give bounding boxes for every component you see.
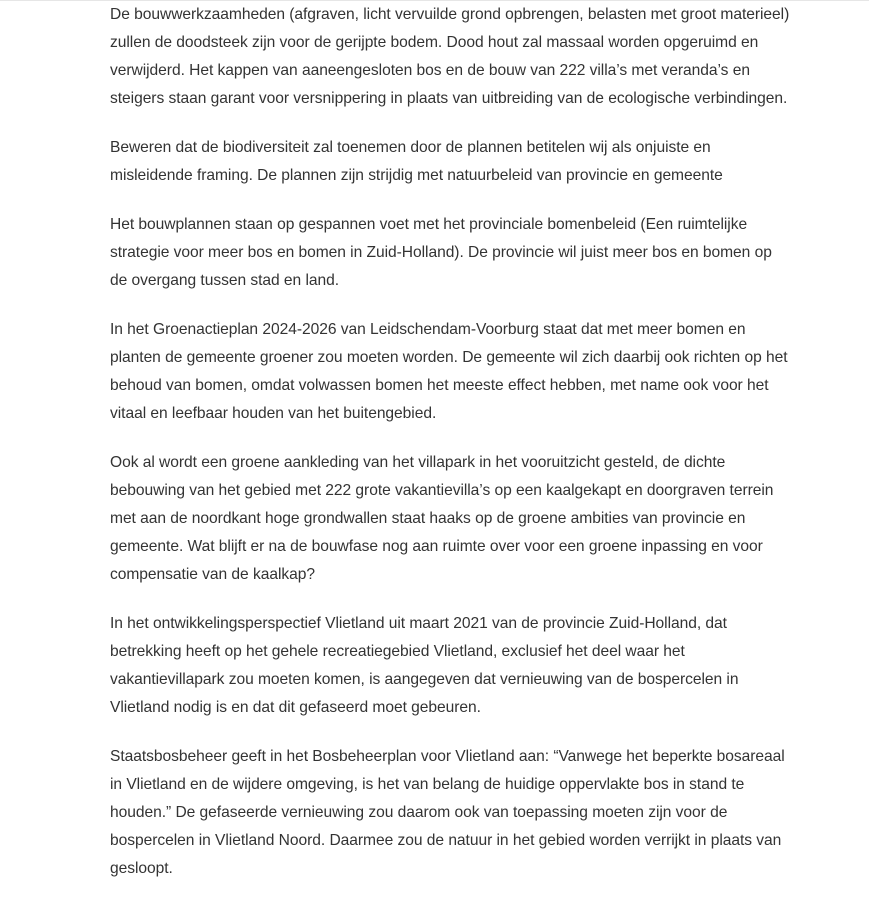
paragraph-biodiversiteit: Beweren dat de biodiversiteit zal toenemen door de plannen betitelen wij als onjuiste en misleidende framing. De plannen zijn strijdig met natuurbeleid van provincie en gemeente (110, 139, 723, 184)
paragraph-ontwikkelingsperspectief: In het ontwikkelingsperspectief Vlietland uit maart 2021 van de provincie Zuid-Holland, dat betrekking heeft op het gehele recreatiegebied Vlietland, exclusief het deel waar het vakantievillapark zou moeten komen, is aangegeven dat vernieuwing van de bospercelen in Vlietland nodig is en dat dit gefaseerd moet gebeuren. (110, 615, 739, 716)
paragraph-bomenbeleid: Het bouwplannen staan op gespannen voet met het provinciale bomenbeleid (Een ruimtelijke strategie voor meer bos en bomen in Zuid-Holland). De provincie wil juist meer bos en bomen op de overgang tussen stad en land. (110, 216, 772, 289)
paragraph-staatsbosbeheer: Staatsbosbeheer geeft in het Bosbeheerplan voor Vlietland aan: “Vanwege het beperkte bosareaal in Vlietland en de wijdere omgeving, is het van belang de huidige oppervlakte bos in stand te houden.” De gefaseerde vernieuwing zou daarom ook van toepassing moeten zijn voor de bospercelen in Vlietland Noord. Daarmee zou de natuur in het gebied worden verrijkt in plaats van gesloopt. (110, 748, 785, 877)
paragraph-bouwwerkzaamheden: De bouwwerkzaamheden (afgraven, licht vervuilde grond opbrengen, belasten met groot materieel) zullen de doodsteek zijn voor de gerijpte bodem. Dood hout zal massaal worden opgeruimd en verwijderd. Het kappen van aaneengesloten bos en de bouw van 222 villa’s met veranda’s en steigers staan garant voor versnippering in plaats van uitbreiding van de ecologische verbindingen. (110, 6, 790, 107)
paragraph-groene-aankleding: Ook al wordt een groene aankleding van het villapark in het vooruitzicht gesteld, de dichte bebouwing van het gebied met 222 grote vakantievilla’s op een kaalgekapt en doorgraven terrein met aan de noordkant hoge grondwallen staat haaks op de groene ambities van provincie en gemeente. Wat blijft er na de bouwfase nog aan ruimte over voor een groene inpassing en voor compensatie van de kaalkap? (110, 454, 774, 583)
paragraph-groenactieplan: In het Groenactieplan 2024-2026 van Leidschendam-Voorburg staat dat met meer bomen en planten de gemeente groener zou moeten worden. De gemeente wil zich daarbij ook richten op het behoud van bomen, omdat volwassen bomen het meeste effect hebben, met name ook voor het vitaal en leefbaar houden van het buitengebied. (110, 321, 788, 422)
article-body (110, 1, 790, 904)
